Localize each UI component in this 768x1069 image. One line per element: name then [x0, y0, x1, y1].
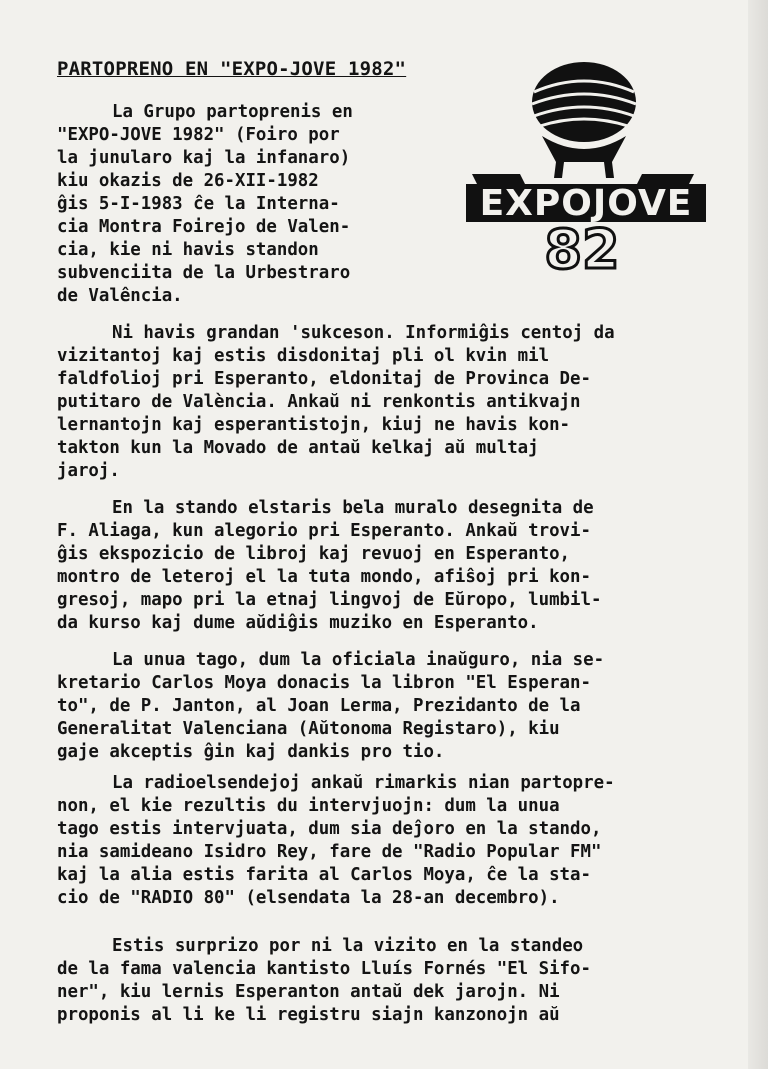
text-line: de la fama valencia kantisto Lluís Fornés "El Sifo- — [57, 959, 591, 979]
logo-wordmark: EXPOJOVE — [479, 183, 693, 224]
text-line: to", de P. Janton, al Joan Lerma, Prezidanto de la — [57, 696, 581, 716]
text-line: lernantojn kaj esperantistojn, kiuj ne havis kon- — [57, 415, 571, 435]
text-line: montro de leteroj el la tuta mondo, afiŝoj pri kon- — [57, 567, 591, 587]
text-line: nia samideano Isidro Rey, fare de "Radio Popular FM" — [57, 842, 602, 862]
text-line: vizitantoj kaj estis disdonitaj pli ol kvin mil — [57, 346, 550, 366]
text-line: "EXPO-JOVE 1982" (Foiro por — [57, 125, 340, 145]
text-line: kretario Carlos Moya donacis la libron "El Esperan- — [57, 673, 591, 693]
text-line: ner", kiu lernis Esperanton antaŭ dek jarojn. Ni — [57, 982, 560, 1002]
logo-year: 82 — [544, 218, 620, 277]
text-line: Generalitat Valenciana (Aŭtonoma Registaro), kiu — [57, 719, 560, 739]
text-line: gaje akceptis ĝin kaj dankis pro tio. — [57, 742, 445, 762]
text-line: jaroj. — [57, 461, 120, 481]
text-line: cio de "RADIO 80" (elsendata la 28-an decembro). — [57, 888, 560, 908]
page-edge-shadow — [748, 0, 768, 1069]
text-line: Estis surprizo por ni la vizito en la standeo — [112, 936, 584, 956]
text-line: ĝis 5-I-1983 ĉe la Interna- — [57, 194, 340, 214]
text-line: La unua tago, dum la oficiala inaŭguro, nia se- — [112, 650, 605, 670]
text-line: Ni havis grandan 'sukceson. Informiĝis centoj da — [112, 323, 615, 343]
text-line: takton kun la Movado de antaŭ kelkaj aŭ multaj — [57, 438, 539, 458]
text-line: kiu okazis de 26-XII-1982 — [57, 171, 319, 191]
text-line: tago estis intervjuata, dum sia deĵoro en la stando, — [57, 819, 602, 839]
text-line: La Grupo partoprenis en — [112, 102, 353, 122]
text-line: subvenciita de la Urbestraro — [57, 263, 351, 283]
text-line: faldfolioj pri Esperanto, eldonitaj de Provinca De- — [57, 369, 591, 389]
text-line: cia Montra Foirejo de Valen- — [57, 217, 351, 237]
text-line: putitaro de València. Ankaŭ ni renkontis antikvajn — [57, 392, 581, 412]
text-line: non, el kie rezultis du intervjuojn: dum la unua — [57, 796, 560, 816]
text-line: F. Aliaga, kun alegorio pri Esperanto. Ankaŭ trovi- — [57, 521, 591, 541]
text-line: la junularo kaj la infanaro) — [57, 148, 351, 168]
text-line: gresoj, mapo pri la etnaj lingvoj de Eŭropo, lumbil- — [57, 590, 602, 610]
text-line: proponis al li ke li registru siajn kanzonojn aŭ — [57, 1005, 560, 1025]
text-line: da kurso kaj dume aŭdiĝis muziko en Esperanto. — [57, 613, 539, 633]
article-title: PARTOPRENO EN "EXPO-JOVE 1982" — [57, 58, 407, 80]
balloon-icon — [532, 62, 636, 162]
text-line: ĝis ekspozicio de libroj kaj revuoj en Esperanto, — [57, 544, 571, 564]
text-line: cia, kie ni havis standon — [57, 240, 319, 260]
text-line: La radioelsendejoj ankaŭ rimarkis nian partopre- — [112, 773, 615, 793]
text-line: de Valência. — [57, 286, 183, 306]
text-line: En la stando elstaris bela muralo desegnita de — [112, 498, 594, 518]
text-line: kaj la alia estis farita al Carlos Moya, ĉe la sta- — [57, 865, 591, 885]
expo-jove-logo — [462, 62, 712, 277]
